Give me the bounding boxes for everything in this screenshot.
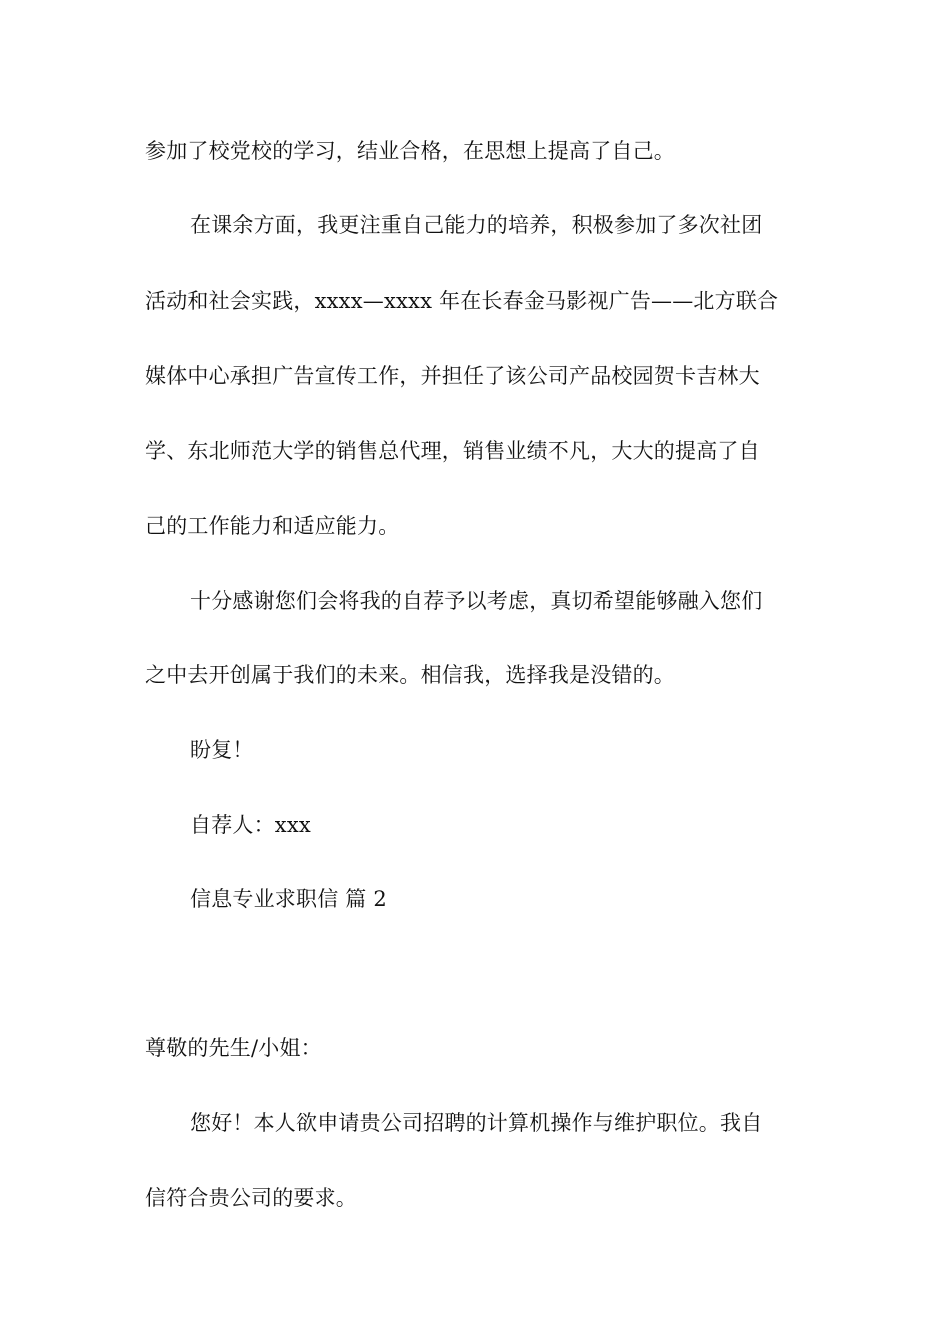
salutation-line: 尊敬的先生/小姐： <box>145 1036 322 1060</box>
signature-line: 自荐人：xxx <box>190 813 311 837</box>
paragraph-line: 学、东北师范大学的销售总代理，销售业绩不凡，大大的提高了自 <box>145 439 760 463</box>
closing-line: 盼复！ <box>190 738 254 762</box>
paragraph-line: 您好！本人欲申请贵公司招聘的计算机操作与维护职位。我自 <box>190 1111 763 1135</box>
paragraph-line: 信符合贵公司的要求。 <box>145 1186 357 1210</box>
paragraph-line: 己的工作能力和适应能力。 <box>145 514 400 538</box>
paragraph-line: 之中去开创属于我们的未来。相信我，选择我是没错的。 <box>145 663 675 687</box>
paragraph-line: 活动和社会实践，xxxx—xxxx 年在长春金马影视广告——北方联合 <box>145 289 779 313</box>
section-heading: 信息专业求职信 篇 2 <box>190 887 387 911</box>
paragraph-line: 媒体中心承担广告宣传工作，并担任了该公司产品校园贺卡吉林大 <box>145 364 760 388</box>
paragraph-line: 参加了校党校的学习，结业合格，在思想上提高了自己。 <box>145 139 675 163</box>
paragraph-line: 在课余方面，我更注重自己能力的培养，积极参加了多次社团 <box>190 213 763 237</box>
paragraph-line: 十分感谢您们会将我的自荐予以考虑，真切希望能够融入您们 <box>190 589 763 613</box>
